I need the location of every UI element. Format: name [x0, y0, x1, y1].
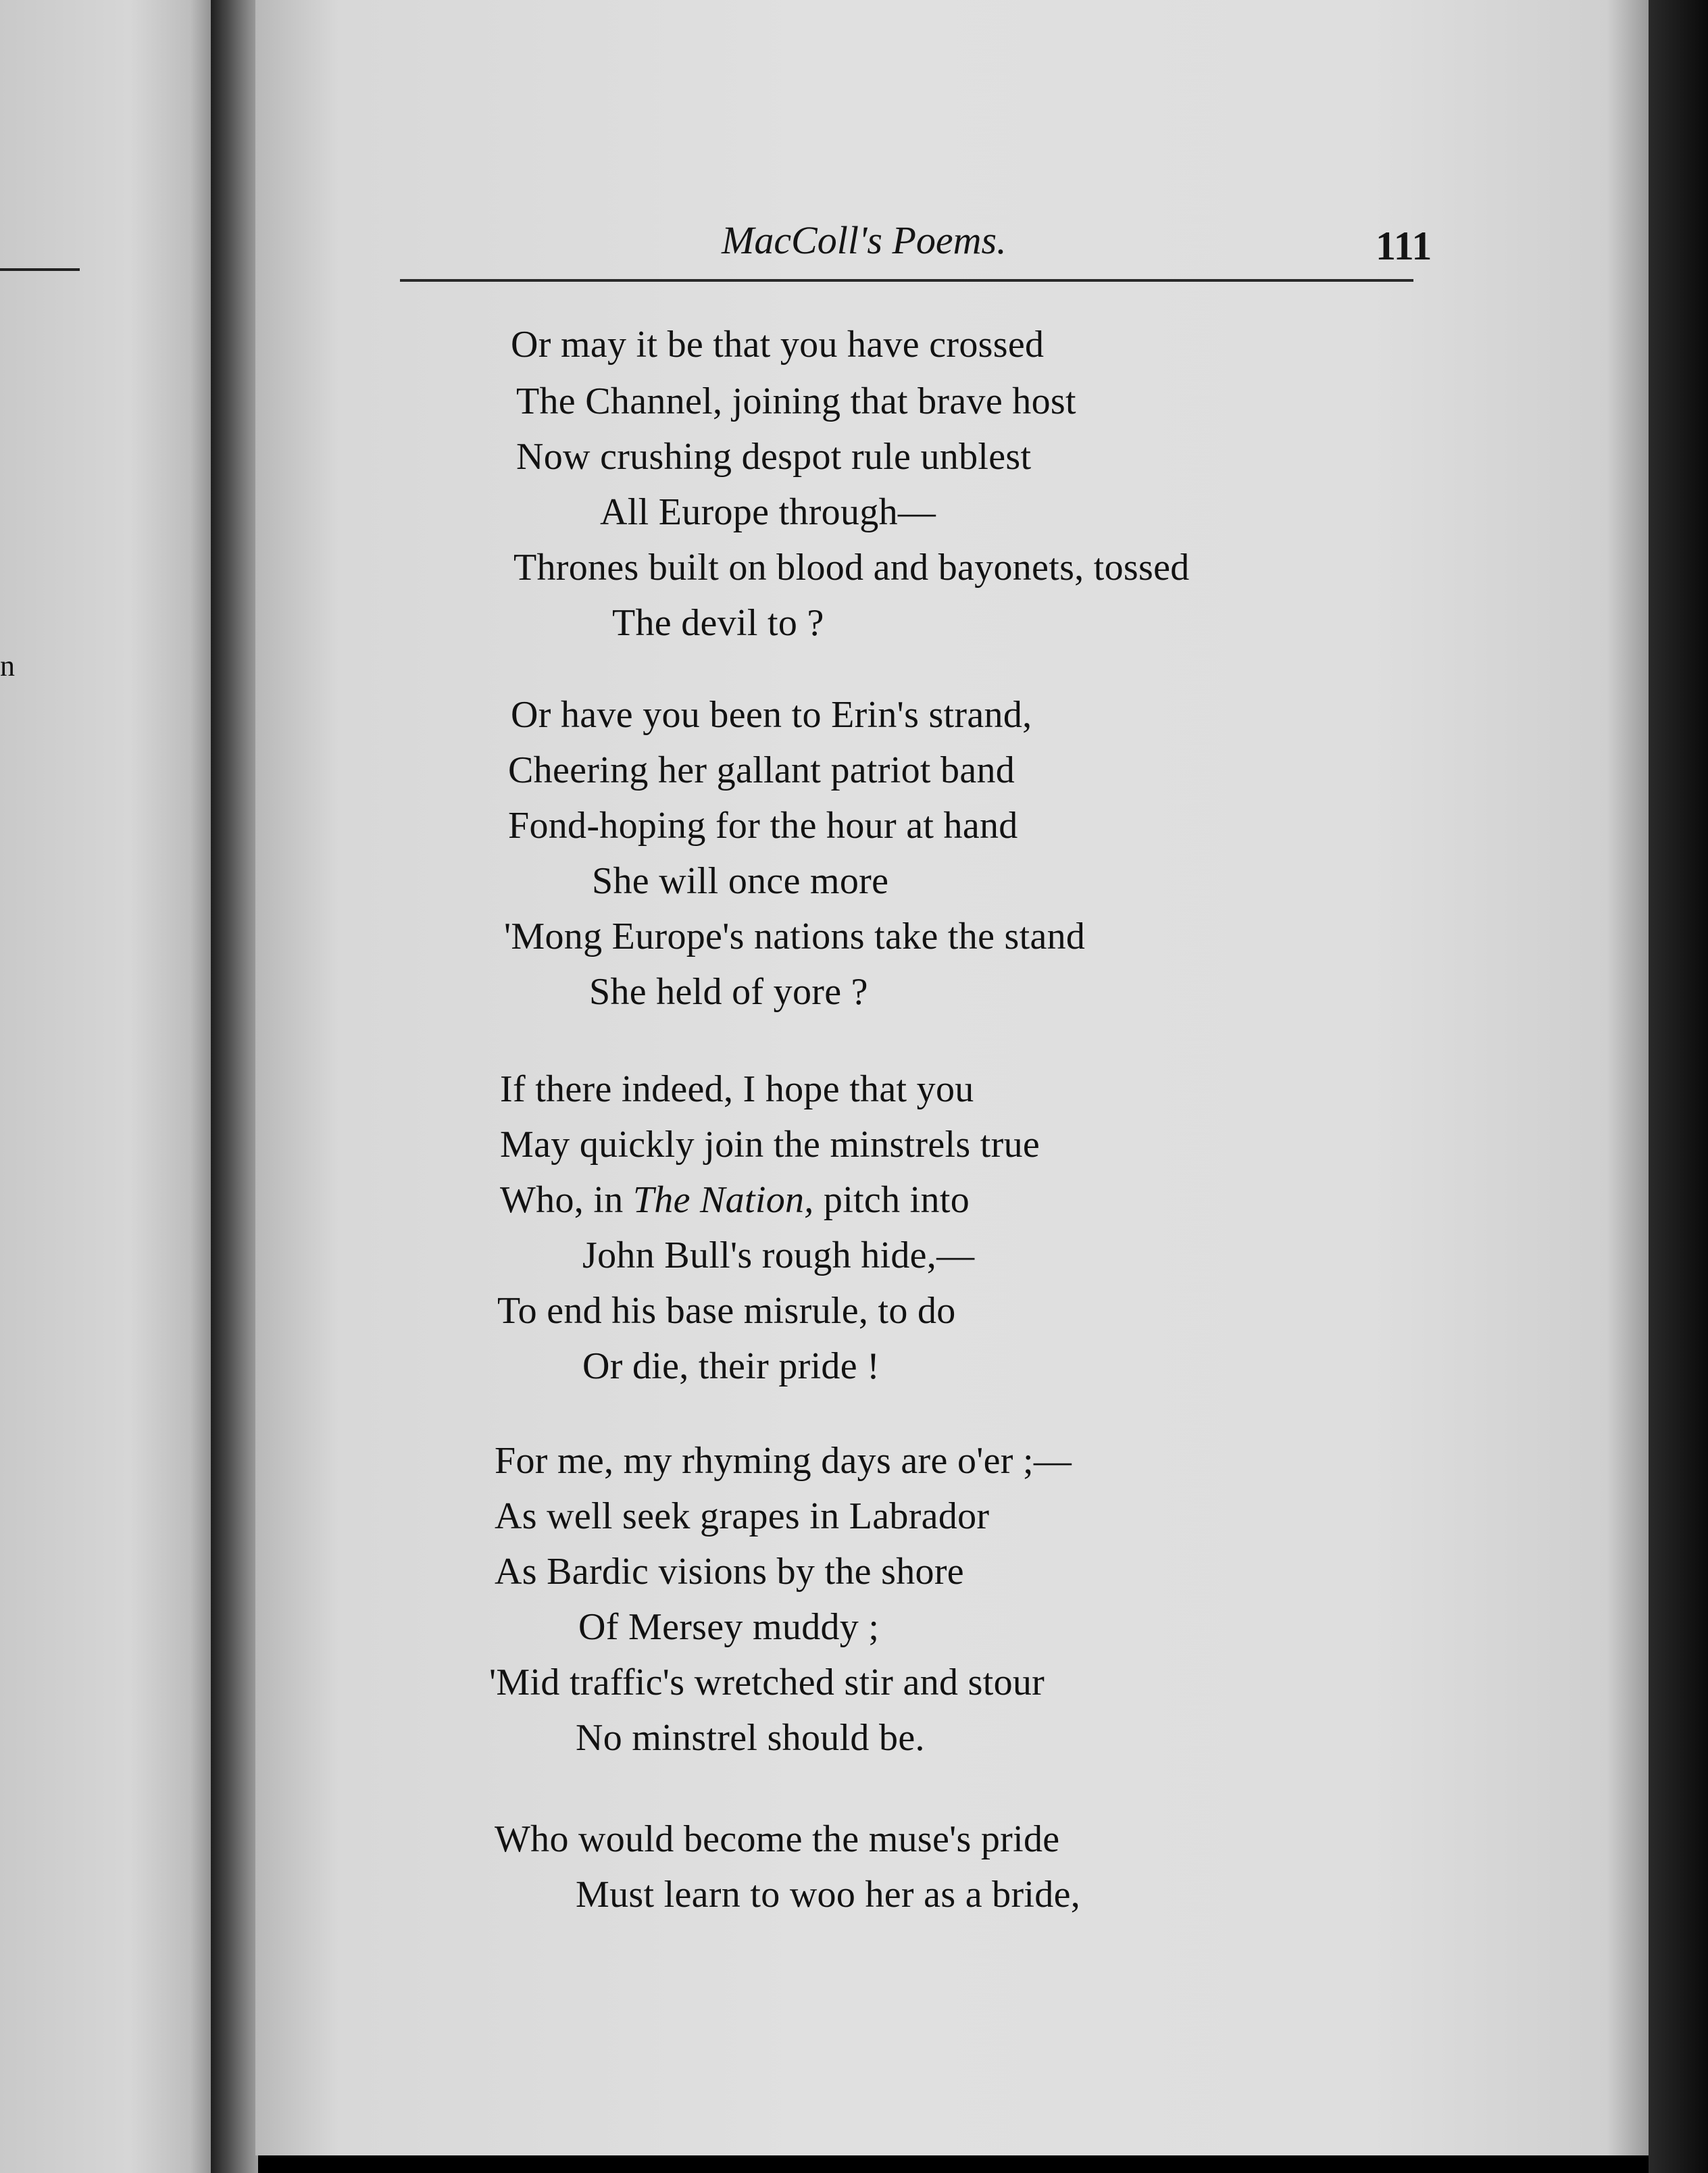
facing-page-rule	[0, 268, 80, 271]
poem-line: Of Mersey muddy ;	[578, 1606, 880, 1648]
poem-line: As Bardic visions by the shore	[495, 1551, 964, 1593]
facing-page-text-fragment: n	[0, 649, 15, 682]
poem-line: May quickly join the minstrels true	[500, 1124, 1040, 1166]
poem-line: Now crushing despot rule unblest	[516, 436, 1032, 478]
poem-line: Thrones built on blood and bayonets, tossed	[513, 547, 1190, 589]
running-head: MacColl's Poems.	[722, 218, 1007, 262]
poem-line: Who would become the muse's pride	[495, 1818, 1060, 1860]
poem-line: The Channel, joining that brave host	[516, 380, 1076, 422]
poem-line: As well seek grapes in Labrador	[495, 1495, 990, 1537]
poem-line: She will once more	[592, 860, 889, 902]
facing-page	[0, 0, 216, 2173]
italic-title: The Nation,	[632, 1179, 814, 1221]
poem-line: 'Mong Europe's nations take the stand	[504, 916, 1086, 957]
poem-line: Cheering her gallant patriot band	[508, 749, 1015, 791]
header-rule	[400, 279, 1413, 282]
book-gutter	[211, 0, 258, 2173]
poem-line: No minstrel should be.	[576, 1717, 925, 1759]
page-edge-shadow	[1649, 0, 1708, 2173]
poem-line: Or have you been to Erin's strand,	[511, 694, 1032, 736]
poem-line: To end his base misrule, to do	[497, 1290, 956, 1332]
poem-line: Must learn to woo her as a bride,	[576, 1874, 1081, 1916]
poem-line: Or die, their pride !	[582, 1345, 880, 1387]
page-number: 111	[1376, 224, 1432, 268]
poem-line-segment: pitch into	[813, 1179, 970, 1221]
poem-line	[500, 1178, 970, 1222]
poem-line: For me, my rhyming days are o'er ;—	[495, 1440, 1072, 1482]
poem-line: She held of yore ?	[589, 971, 868, 1013]
poem-line: The devil to ?	[612, 602, 824, 644]
poem-line: John Bull's rough hide,—	[582, 1234, 975, 1276]
poem-line: 'Mid traffic's wretched stir and stour	[489, 1662, 1045, 1703]
poem-line: All Europe through—	[600, 491, 936, 533]
poem-line: If there indeed, I hope that you	[500, 1068, 974, 1110]
poem-line: Or may it be that you have crossed	[511, 324, 1045, 366]
poem-line-segment: Who, in	[500, 1179, 633, 1221]
poem-line: Fond-hoping for the hour at hand	[508, 805, 1018, 847]
